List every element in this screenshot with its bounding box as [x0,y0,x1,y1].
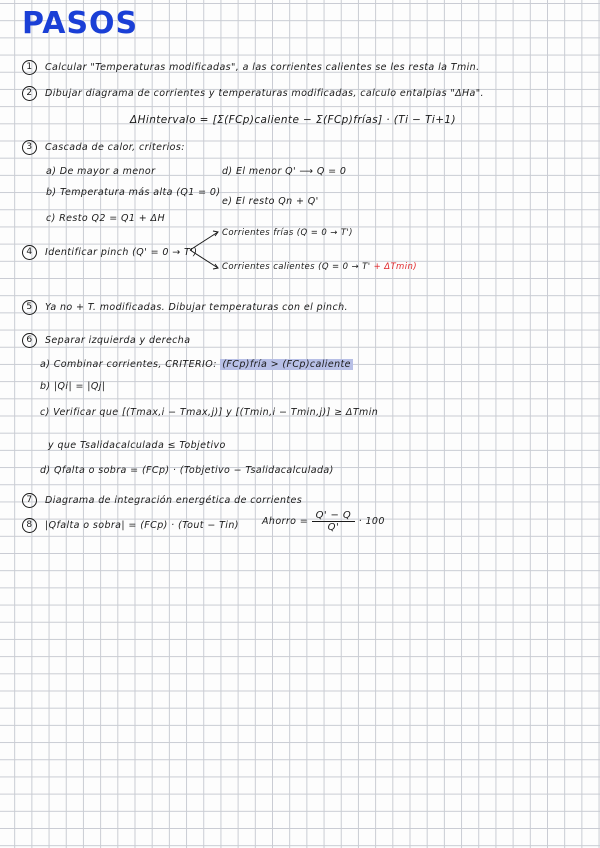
step-6-c-second-line: y que Tsalidacalculada ≤ Tobjetivo [48,440,226,451]
enthalpy-formula: ΔHintervalo = [Σ(FCp)caliente − Σ(FCp)frías] · (Ti − Ti+1) [130,114,456,126]
page-title: PASOS [22,6,139,41]
step-7-number: 7 [22,493,37,508]
branch-arrows [188,226,222,274]
step-6 [22,333,190,348]
step-6-a [40,359,353,370]
step-6-d: d) Qfalta o sobra = (FCp) · (Tobjetivo − Tsalidacalculada) [40,465,334,476]
step-6-text: Separar izquierda y derecha [45,335,191,346]
step-8-text: |Qfalta o sobra| = (FCp) · (Tout − Tin) [45,520,239,531]
step-1 [22,60,479,75]
step-3-criterion-c: c) Resto Q2 = Q1 + ΔH [46,213,165,224]
savings-fraction [312,510,356,533]
step-4 [22,245,197,260]
cold-streams-note: Corrientes frías (Q = 0 → T') [222,228,353,238]
step-1-number: 1 [22,60,37,75]
step-5-text: Ya no + T. modificadas. Dibujar temperaturas con el pinch. [45,302,348,313]
step-6-number: 6 [22,333,37,348]
step-3-text: Cascada de calor, criterios: [45,142,185,153]
step-3-number: 3 [22,140,37,155]
hot-streams-text: Corrientes calientes (Q = 0 → T' [222,262,371,272]
savings-multiplier: · 100 [358,516,385,527]
step-5 [22,300,348,315]
step-8-number: 8 [22,518,37,533]
hot-streams-dtmin: + ΔTmin) [373,262,418,272]
step-2-number: 2 [22,86,37,101]
step-8 [22,518,239,533]
step-3-criterion-d: d) El menor Q' ⟶ Q = 0 [222,166,347,177]
step-4-text: Identificar pinch (Q' = 0 → T') [45,247,198,258]
savings-denominator: Q' [327,522,340,533]
step-6-a-text: a) Combinar corrientes, CRITERIO: [40,359,217,370]
step-3-criterion-a: a) De mayor a menor [46,166,156,177]
step-2-text: Dibujar diagrama de corrientes y temperaturas modificadas, calculo entalpias "ΔHa". [45,88,484,99]
step-3 [22,140,185,155]
step-3-criterion-e: e) El resto Qn + Q' [222,196,319,207]
step-7 [22,493,302,508]
step-6-a-highlight: (FCp)fría > (FCp)caliente [222,359,351,370]
step-6-b: b) |Qi| = |Qj| [40,381,106,392]
step-1-text: Calcular "Temperaturas modificadas", a las corrientes calientes se les resta la Tmin. [45,62,480,73]
hot-streams-note [222,262,417,272]
step-3-criterion-b: b) Temperatura más alta (Q1 = 0) [46,187,221,198]
step-2 [22,86,484,101]
savings-formula [262,510,385,533]
step-6-c: c) Verificar que [(Tmax,i − Tmax,j)] y [(Tmin,i − Tmin,j)] ≥ ΔTmin [40,407,379,418]
step-4-number: 4 [22,245,37,260]
step-7-text: Diagrama de integración energética de corrientes [45,495,303,506]
step-5-number: 5 [22,300,37,315]
savings-label: Ahorro = [262,516,309,527]
savings-numerator: Q' − Q [312,510,356,522]
